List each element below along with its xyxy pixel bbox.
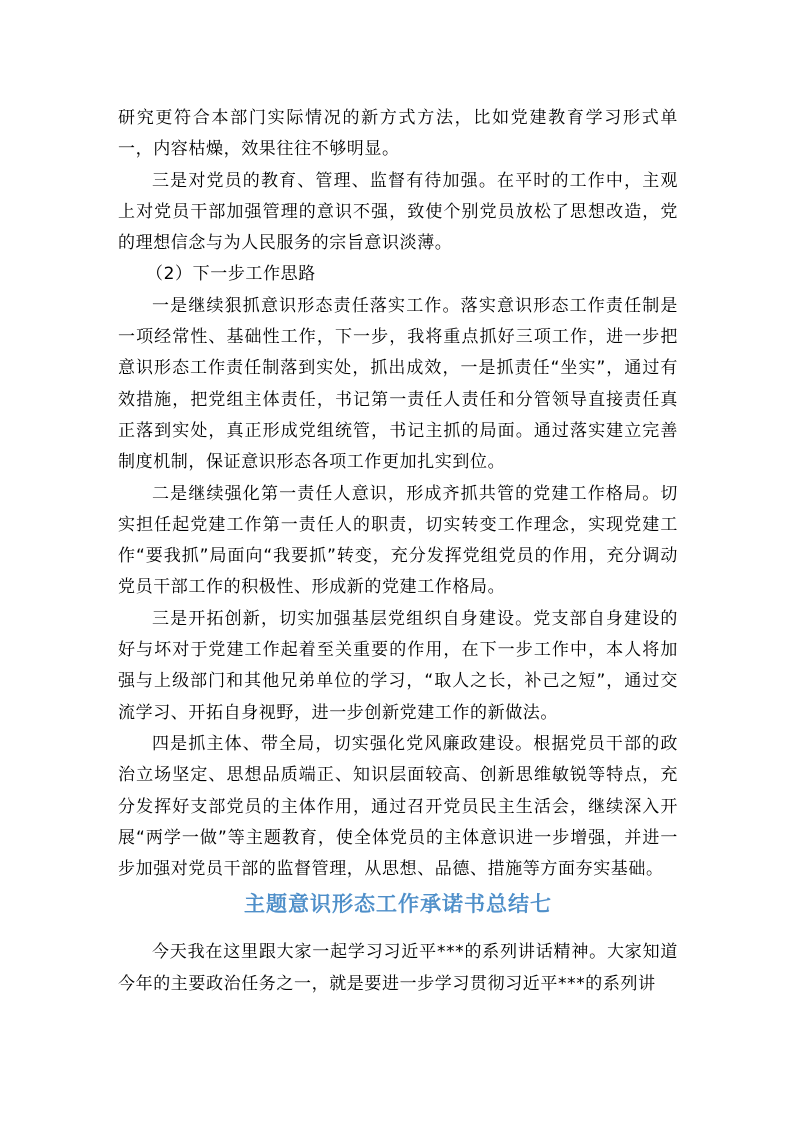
section-heading: 主题意识形态工作承诺书总结七 [244,891,552,917]
paragraph-plan-two: 二是继续强化第一责任人意识，形成齐抓共管的党建工作格局。切实担任起党建工作第一责任人的职责，切实转变工作理念，实现党建工作“要我抓”局面向“我要抓”转变，充分发挥党组党员的作用，充分调动党员干部工作的积极性、形成新的党建工作格局。 [118,483,678,598]
paragraph-continuation: 研究更符合本部门实际情况的新方式方法，比如党建教育学习形式单一，内容枯燥，效果往往不够明显。 [118,108,678,160]
paragraph-speech-intro: 今天我在这里跟大家一起学习习近平***的系列讲话精神。大家知道今年的主要政治任务之一，就是要进一步学习贯彻习近平***的系列讲 [118,942,678,994]
paragraph-plan-four: 四是抓主体、带全局，切实强化党风廉政建设。根据党员干部的政治立场坚定、思想品质端正、知识层面较高、创新思维敏锐等特点，充分发挥好支部党员的主体作用，通过召开党员民主生活会，继续深入开展“两学一做”等主题教育，使全体党员的主体意识进一步增强，并进一步加强对党员干部的监督管理，从思想、品德、措施等方面夯实基础。 [118,733,678,880]
document-body [118,103,678,1000]
paragraph-plan-three: 三是开拓创新，切实加强基层党组织自身建设。党支部自身建设的好与坏对于党建工作起着至关重要的作用，在下一步工作中，本人将加强与上级部门和其他兄弟单位的学习，“取人之长，补己之短”，通过交流学习、开拓自身视野，进一步创新党建工作的新做法。 [118,608,678,723]
paragraph-third-issue: 三是对党员的教育、管理、监督有待加强。在平时的工作中，主观上对党员干部加强管理的意识不强，致使个别党员放松了思想改造，党的理想信念与为人民服务的宗旨意识淡薄。 [118,170,678,254]
paragraph-plan-one: 一是继续狠抓意识形态责任落实工作。落实意识形态工作责任制是一项经常性、基础性工作，下一步，我将重点抓好三项工作，进一步把意识形态工作责任制落到实处，抓出成效，一是抓责任“坐实”，通过有效措施，把党组主体责任，书记第一责任人责任和分管领导直接责任真正落到实处，真正形成党组统管，书记主抓的局面。通过落实建立完善制度机制，保证意识形态各项工作更加扎实到位。 [118,295,678,473]
section-subheading: （2）下一步工作思路 [146,264,316,285]
